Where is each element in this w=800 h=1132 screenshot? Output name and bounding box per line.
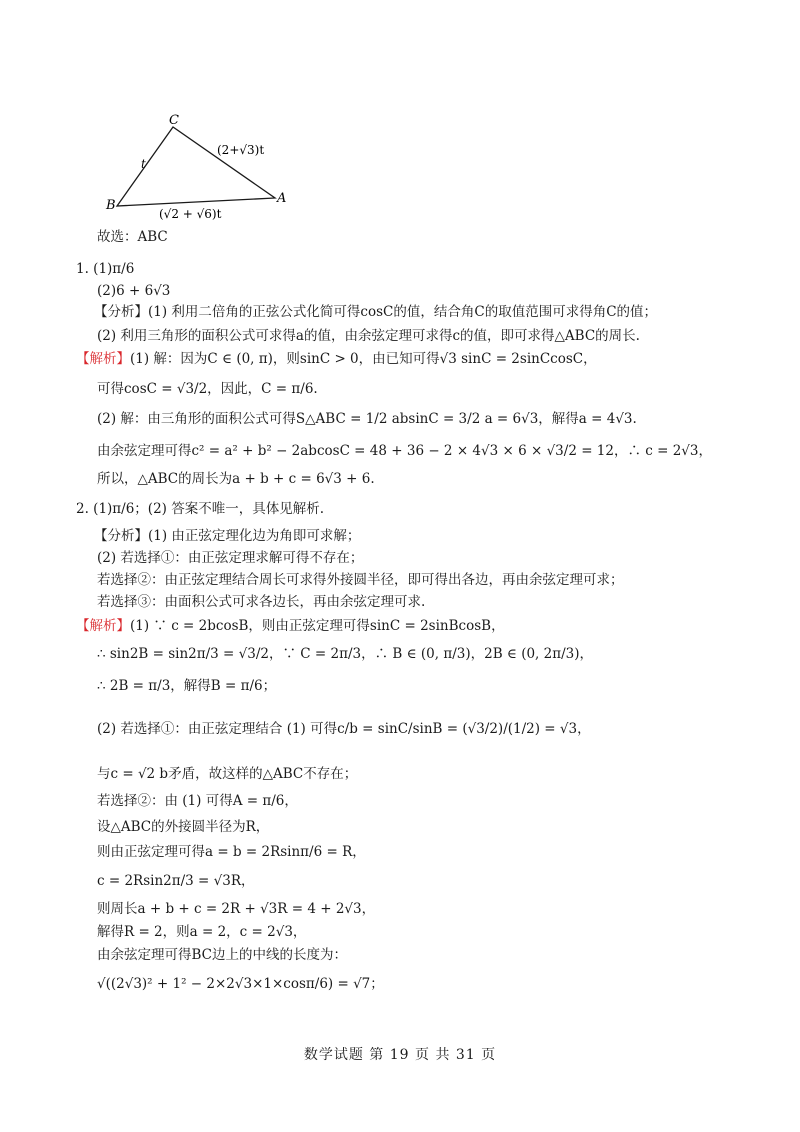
- q1-answer-1: 1. (1)π/6: [76, 261, 135, 277]
- q1-solution-3: (2) 解：由三角形的面积公式可得S△ABC = 1/2 absinC = 3/2 a = 6√3，解得a = 4√3.: [97, 411, 637, 427]
- q2-analysis-3: 若选择②：由正弦定理结合周长可求得外接圆半径，即可得出各边，再由余弦定理可求；: [97, 572, 624, 588]
- q1-solution-1: [76, 350, 597, 368]
- side-ab-label: (√2 + √6)t: [159, 207, 222, 221]
- vertex-a-label: A: [277, 191, 287, 206]
- q1-solution-4: 由余弦定理可得c² = a² + b² − 2abcosC = 48 + 36 − 2 × 4√3 × 6 × √3/2 = 12，∴ c = 2√3，: [97, 443, 713, 459]
- q2-solution-9: c = 2Rsin2π/3 = √3R，: [97, 873, 255, 889]
- q2-solution-7: 设△ABC的外接圆半径为R，: [97, 819, 270, 835]
- q2-solution-13: √((2√3)² + 1² − 2×2√3×1×cosπ/6) = √7；: [97, 976, 384, 992]
- q2-solution-6: 若选择②：由 (1) 可得A = π/6，: [97, 793, 298, 809]
- q2-solution-11: 解得R = 2，则a = 2，c = 2√3，: [97, 924, 307, 940]
- q2-solution-4: (2) 若选择①：由正弦定理结合 (1) 可得c/b = sinC/sinB = (√3/2)/(1/2) = √3，: [97, 721, 591, 737]
- q1-solution-1-text: (1) 解：因为C ∈ (0, π)，则sinC > 0，由已知可得√3 sinC = 2sinCcosC，: [130, 351, 597, 367]
- jiexi-label: 【解析】: [76, 351, 130, 367]
- triangle-figure: [105, 112, 290, 224]
- jiexi-label-2: 【解析】: [76, 618, 130, 634]
- q2-solution-8: 则由正弦定理可得a = b = 2Rsinπ/6 = R，: [97, 844, 366, 860]
- q2-solution-2: ∴ sin2B = sin2π/3 = √3/2，∵ C = 2π/3，∴ B ∈ (0, π/3)，2B ∈ (0, 2π/3)，: [97, 646, 593, 662]
- q1-solution-5: 所以，△ABC的周长为a + b + c = 6√3 + 6.: [97, 471, 375, 487]
- side-ca-label: (2+√3)t: [217, 143, 265, 157]
- q2-solution-3: ∴ 2B = π/3，解得B = π/6；: [97, 678, 277, 694]
- q2-solution-5: 与c = √2 b矛盾，故这样的△ABC不存在；: [97, 766, 358, 782]
- q2-analysis-2: (2) 若选择①：由正弦定理求解可得不存在；: [97, 550, 364, 566]
- q2-solution-12: 由余弦定理可得BC边上的中线的长度为：: [97, 947, 347, 963]
- q1-answer-2: (2)6 + 6√3: [97, 283, 171, 299]
- vertex-b-label: B: [106, 198, 116, 213]
- q1-analysis-2: (2) 利用三角形的面积公式可求得a的值，由余弦定理可求得c的值，即可求得△ABC的周长.: [97, 328, 640, 344]
- q2-solution-1: [76, 617, 505, 635]
- q2-analysis-1: 【分析】(1) 由正弦定理化边为角即可求解；: [94, 528, 361, 544]
- q2-solution-1-text: (1) ∵ c = 2bcosB，则由正弦定理可得sinC = 2sinBcosB，: [130, 618, 505, 634]
- q2-answer: 2. (1)π/6；(2) 答案不唯一，具体见解析.: [76, 501, 325, 517]
- q1-solution-2: 可得cosC = √3/2，因此，C = π/6.: [97, 381, 318, 397]
- triangle-diagram: [105, 112, 290, 224]
- q2-analysis-4: 若选择③：由面积公式可求各边长，再由余弦定理可求.: [97, 594, 426, 610]
- q2-solution-10: 则周长a + b + c = 2R + √3R = 4 + 2√3，: [97, 901, 376, 917]
- side-bc-label: t: [141, 157, 146, 171]
- answer-choice-line: 故选：ABC: [97, 229, 168, 245]
- q1-analysis-1: 【分析】(1) 利用二倍角的正弦公式化简可得cosC的值，结合角C的取值范围可求得角C的值；: [94, 304, 658, 320]
- vertex-c-label: C: [169, 113, 179, 128]
- page-footer: 数学试题 第 19 页 共 31 页: [303, 1047, 497, 1063]
